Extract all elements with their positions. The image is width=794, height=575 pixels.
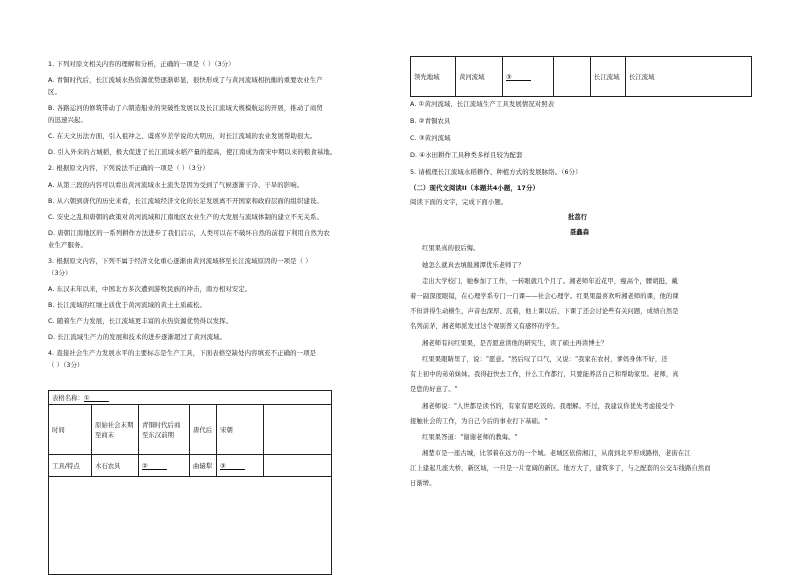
q3-option-b: B. 长江流域的红壤土质优于黄河流域的黄土土质疏松。 xyxy=(48,301,207,309)
q2-option-a: A. 从第三段的内容可以看出黄河流域水土流失是因为受到了气候逐渐干冷、干旱的影响。 xyxy=(48,181,304,189)
q1-option-d: D. 引入外来的占城稻，极大促进了长江流域水稻产量的提高，使江南成为南宋中期以来的粮食基地。 xyxy=(48,148,337,156)
story-paragraph: 是您的好意了。" xyxy=(410,386,458,393)
story-paragraph: 日渐增。 xyxy=(410,480,436,487)
q2-option-b: B. 从六朝到唐代的历史来看，长江流域经济文化的长足发展离不开国家和政府层面的组织建设。 xyxy=(48,197,323,205)
story-paragraph: 有上初中的弟弟妹妹。我得赶快去工作，什么工作都行，只要能养活自己和帮助家里。老师，真 xyxy=(410,371,679,378)
period-cell: 宋朝 xyxy=(217,405,264,455)
story-paragraph: 着一副深度眼镜，在心理学系专门一门课——社会心理学。红果果最喜欢听湘老师的课，他的课 xyxy=(410,293,679,300)
story-paragraph: 不但讲得生动横生，声音也深厚、沉着，他上课以后，下课了还会讨论些有关问题，成绩自然是 xyxy=(410,308,679,315)
question-4-stem: 4. 直接社会生产力发展水平的主要标志是生产工具，下面表格空缺处内容填充不正确的一项是 xyxy=(48,349,317,357)
tool-cell: 木石农具 xyxy=(92,455,139,477)
question-3-stem: 3. 根据原文内容，下列不属于经济文化重心逐渐由黄河流域移至长江流域原因的一项是（ ） xyxy=(48,257,312,265)
region-cell: 长江流域 xyxy=(626,57,752,97)
empty-cell xyxy=(264,405,332,455)
q3-option-c: C. 随着生产力发展，长江流域更丰富的水热资源优势得以发挥。 xyxy=(48,317,233,325)
row-label-leading: 领先地域 xyxy=(411,57,456,97)
tool-cell: 曲辕犁 xyxy=(190,455,217,477)
q4-option-b: B. ②青铜农具 xyxy=(410,117,451,125)
story-paragraph: 名列前茅，湘老师派发过这个观别普又有感怀的学生。 xyxy=(410,323,564,330)
q1-option-c: C. 在天文历法方面，引入祖冲之、虞喜岁差学说的大明历，对长江流域的农业发展帮助很大。 xyxy=(48,132,317,140)
empty-cell xyxy=(264,455,332,477)
q1-option-a-cont: 区。 xyxy=(48,88,61,96)
period-cell: 原始社会末期至商末 xyxy=(92,405,139,455)
table-empty-area xyxy=(49,477,332,575)
story-paragraph: 红果果眼睛里了，说："愿意。"然后叹了口气，又说："我家在农村，爹妈身体不好，还 xyxy=(422,356,668,363)
section-heading: （二）现代文阅读II（本题共4小题，17分） xyxy=(410,184,539,192)
story-paragraph: 接触社会的工作，为自己今后的事业打下基础。" xyxy=(410,418,548,425)
region-cell: 长江流域 xyxy=(591,57,626,97)
question-1-stem: 1. 下列对原文相关内容的理解和分析，正确的一项是（ ）（3分） xyxy=(48,60,235,68)
row-label-tool: 工具/特点 xyxy=(49,455,92,477)
q2-option-d-cont: 业生产服务。 xyxy=(48,241,87,249)
story-paragraph: 湘老师说："人世都是读书的，有家有恩吃饭的。我理解。不过，我建议你优先考虑接受个 xyxy=(422,403,675,410)
question-4-score: （ ）（3分） xyxy=(48,361,84,369)
region-table xyxy=(410,56,752,97)
q2-option-d: D. 唐朝江南地区的一系列耕作方法进步了我们启示，人类可以在不破坏自然的前提下利用自然为农 xyxy=(48,229,330,237)
tools-table xyxy=(48,390,332,575)
q4-option-a: A. ①黄河流域、长江流域生产工具发展情况对照表 xyxy=(410,100,555,108)
question-2-stem: 2. 根据原文内容，下列说法不正确的一项是（ ）（3分） xyxy=(48,164,209,172)
period-cell: 唐代后 xyxy=(190,405,217,455)
reading-instruction: 阅读下面的文字，完成下面小题。 xyxy=(410,198,508,206)
table-caption-cell xyxy=(49,391,332,405)
q3-option-a: A. 东汉末年以来，中国北方多次遭到游牧民族的冲击，南方相对安定。 xyxy=(48,285,252,293)
period-cell: 青铜时代后商至东汉前期 xyxy=(139,405,190,455)
q4-option-d: D. ④水田耕作工具种类多样且较为配套 xyxy=(410,151,523,159)
story-author: 聂鑫森 xyxy=(570,229,590,236)
story-paragraph: 红果果真的很后悔。 xyxy=(422,245,480,252)
tool-cell-blank: ③______ xyxy=(217,455,264,477)
question-3-score: （3分） xyxy=(48,269,72,277)
story-paragraph: 湘楚市是一座古城，比邻着在远方的一个城。老城区依傍湘江，从南到北平形成路格，老街在江 xyxy=(422,450,691,457)
story-paragraph: 江上建起几座大桥，新区域，一旦是一片宽阔的新区。地方大了，建筑多了，与之配套的公交车线路自然而 xyxy=(410,465,711,472)
q1-option-b-cont: 的迅速兴起。 xyxy=(48,116,87,124)
q3-option-d: D. 长江流域生产力的发展和技术的进步逐渐超过了黄河流域。 xyxy=(48,333,227,341)
story-paragraph: 湘老师有问红果果，是否愿意读他的研究生，读了硕士再读博士？ xyxy=(422,340,608,347)
question-5-stem: 5. 请梳理长江流域水稻耕作、种植方式的发展脉络。（6分） xyxy=(410,168,582,176)
region-cell-blank: ③______ xyxy=(503,57,554,97)
table-caption-blank: ①______ xyxy=(83,393,109,402)
story-paragraph: 红果果答道："谢谢老师的教诲。" xyxy=(422,434,518,441)
tool-cell-blank: ②______ xyxy=(139,455,190,477)
q1-option-b: B. 各路运河的修筑带动了六朝造船业的突破性发展以及长江流域大规模航运的开展，推动了商贸 xyxy=(48,104,323,112)
row-label-time: 时间 xyxy=(49,405,92,455)
table-caption-label: 表格名称： xyxy=(52,393,84,402)
story-title: 批荔行 xyxy=(568,214,588,221)
empty-cell xyxy=(554,57,591,97)
q2-option-c: C. 安史之乱和唐朝的政策对黄河流域和江南地区农业生产的大发展与流域体制的建立不无关系。 xyxy=(48,213,323,221)
q4-option-c: C. ③黄河流域 xyxy=(410,134,451,142)
region-cell: 黄河流域 xyxy=(456,57,503,97)
q1-option-a: A. 青铜时代后，长江流域水热资源优势逐渐彰显，很快形成了与黄河流域相抗衡的重要农业生产 xyxy=(48,76,323,84)
story-paragraph: 走出大学校门，她参加了工作，一转眼就几个月了。湘老师年近花甲，瘦高个，腰胡挺，戴 xyxy=(422,278,678,285)
story-paragraph: 她怎么就真去填报湘潭优乐老师了？ xyxy=(422,262,525,269)
